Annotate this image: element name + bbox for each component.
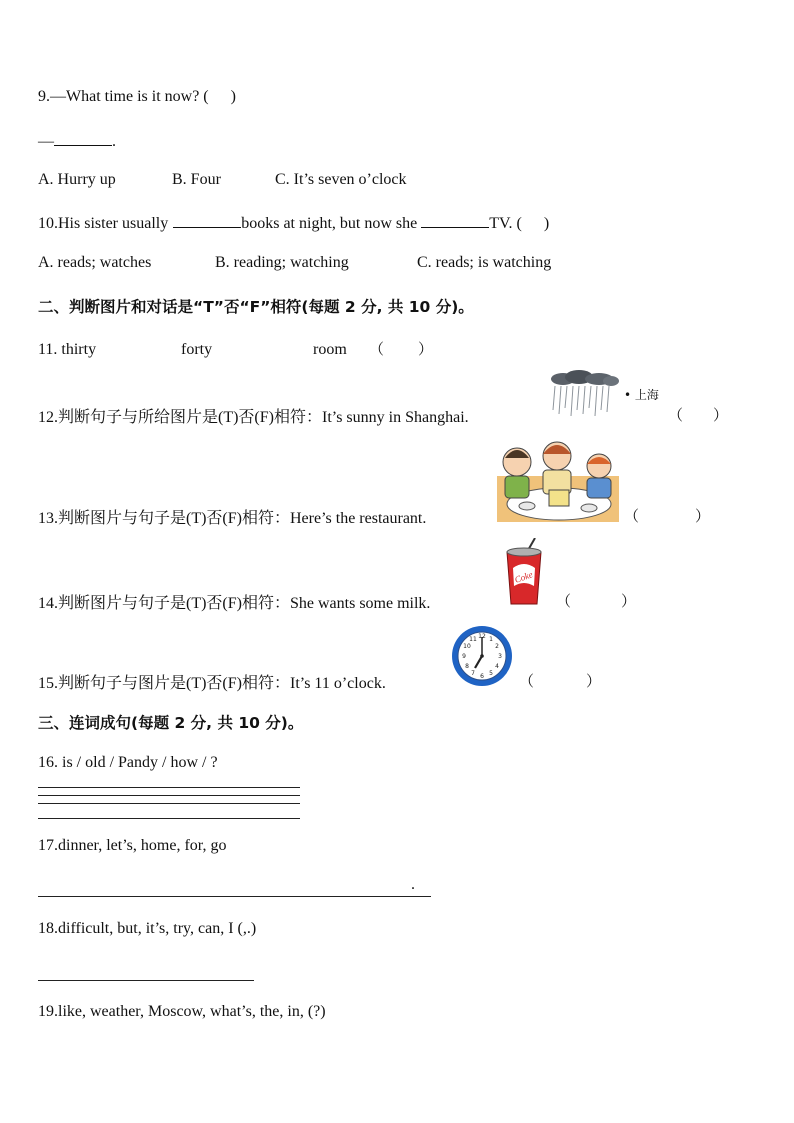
q12-city-label: • 上海 xyxy=(624,388,659,402)
q14-answer-parens[interactable]: （ ） xyxy=(556,592,637,610)
q10-option-c[interactable]: C. reads; is watching xyxy=(417,254,552,271)
restaurant-picture xyxy=(497,436,619,522)
section3-heading: 三、连词成句(每题 2 分, 共 10 分)。 xyxy=(38,714,304,732)
q17: 17.dinner, let’s, home, for, go xyxy=(38,837,227,854)
svg-text:8: 8 xyxy=(465,663,469,670)
q16-writing-line-2[interactable] xyxy=(38,795,300,796)
svg-text:1: 1 xyxy=(489,636,493,643)
svg-text:6: 6 xyxy=(480,673,484,680)
q9-answer-blank[interactable] xyxy=(54,131,112,146)
q10-options xyxy=(38,254,551,272)
family-dinner-icon xyxy=(497,436,619,522)
q17-answer-line[interactable] xyxy=(38,896,431,897)
q18: 18.difficult, but, it’s, try, can, I (,.) xyxy=(38,920,257,937)
q19: 19.like, weather, Moscow, what’s, the, in, (?) xyxy=(38,1003,326,1020)
q9-question: 9.—What time is it now? ( ) xyxy=(38,88,236,105)
q12-answer-parens[interactable]: （ ） xyxy=(668,406,729,424)
rain-cloud-icon xyxy=(549,370,619,418)
coke-cup-picture xyxy=(503,538,545,606)
clock-icon xyxy=(451,625,513,687)
q10-blank-1[interactable] xyxy=(173,213,241,228)
q9-options xyxy=(38,171,407,189)
svg-text:11: 11 xyxy=(469,636,477,643)
svg-text:2: 2 xyxy=(495,643,499,650)
q14: 14.判断图片与句子是(T)否(F)相符：She wants some milk. xyxy=(38,595,431,612)
svg-text:3: 3 xyxy=(498,653,502,660)
q9-option-b[interactable]: B. Four xyxy=(172,171,221,188)
q12: 12.判断句子与所给图片是(T)否(F)相符：It’s sunny in Shanghai. xyxy=(38,409,469,426)
section2-heading: 二、判断图片和对话是“T”否“F”相符(每题 2 分, 共 10 分)。 xyxy=(38,298,474,316)
q16-writing-line-1[interactable] xyxy=(38,787,300,788)
svg-text:5: 5 xyxy=(489,670,493,677)
svg-text:4: 4 xyxy=(495,663,499,670)
q15: 15.判断句子与图片是(T)否(F)相符：It’s 11 o’clock. xyxy=(38,675,386,692)
svg-text:9: 9 xyxy=(462,653,466,660)
q9-option-c[interactable]: C. It’s seven o’clock xyxy=(275,171,407,188)
coke-cup-text: Coke xyxy=(513,569,535,585)
q15-answer-parens[interactable]: （ ） xyxy=(519,672,602,690)
q10-option-b[interactable]: B. reading; watching xyxy=(215,254,349,271)
q17-end-mark: . xyxy=(411,876,415,893)
q18-answer-line[interactable] xyxy=(38,980,254,981)
q13: 13.判断图片与句子是(T)否(F)相符：Here’s the restaurant. xyxy=(38,510,427,527)
clock-picture xyxy=(451,625,513,687)
q13-answer-parens[interactable]: （ ） xyxy=(624,507,711,525)
q10-question: 10.His sister usually books at night, but now she TV. ( ) xyxy=(38,215,550,232)
q9-answer-line: — . xyxy=(38,133,116,150)
svg-text:10: 10 xyxy=(463,643,471,650)
q10-option-a[interactable]: A. reads; watches xyxy=(38,254,152,271)
q16-writing-line-4[interactable] xyxy=(38,818,300,819)
q9-option-a[interactable]: A. Hurry up xyxy=(38,171,116,188)
q16: 16. is / old / Pandy / how / ? xyxy=(38,754,218,771)
q16-writing-line-3[interactable] xyxy=(38,803,300,804)
svg-text:12: 12 xyxy=(478,633,486,640)
svg-text:7: 7 xyxy=(471,670,475,677)
q10-blank-2[interactable] xyxy=(421,213,489,228)
rain-cloud-picture xyxy=(549,370,619,418)
q11: 11. thirty forty room （ ） xyxy=(38,340,434,358)
coke-cup-icon xyxy=(503,538,545,606)
